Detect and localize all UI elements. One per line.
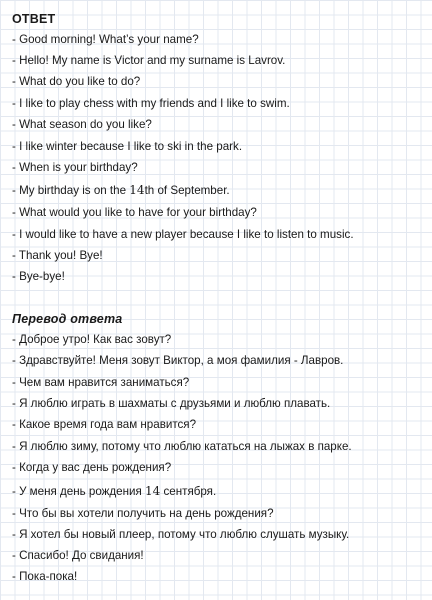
- translation-line-4: - Я люблю играть в шахматы с друзьями и люблю плавать.: [12, 397, 331, 410]
- answer-line-11: - Thank you! Bye!: [12, 249, 103, 262]
- translation-line-6: - Я люблю зиму, потому что люблю кататься на лыжах в парке.: [12, 440, 352, 453]
- answer-line-6: - I like winter because I like to ski in the park.: [12, 140, 243, 153]
- answer-line-1: - Good morning! What’s your name?: [12, 33, 199, 46]
- answer-line-3: - What do you like to do?: [12, 75, 141, 88]
- answer-line-12: - Bye-bye!: [12, 270, 65, 283]
- answer-line-8-after: th of September.: [144, 184, 230, 197]
- answer-line-7: - When is your birthday?: [12, 161, 138, 174]
- translation-line-8-before: - У меня день рождения: [12, 485, 145, 498]
- translation-line-7: - Когда у вас день рождения?: [12, 461, 172, 474]
- answer-line-4: - I like to play chess with my friends and I like to swim.: [12, 97, 290, 110]
- answer-line-8-number: 14: [129, 183, 145, 197]
- answer-line-8: [12, 183, 230, 198]
- translation-line-2: - Здравствуйте! Меня зовут Виктор, а моя фамилия - Лавров.: [12, 354, 344, 367]
- translation-line-10: - Я хотел бы новый плеер, потому что люблю слушать музыку.: [12, 528, 350, 541]
- translation-line-8: [12, 484, 216, 499]
- translation-line-12: - Пока-пока!: [12, 570, 78, 583]
- answer-line-8-before: - My birthday is on the: [12, 184, 130, 197]
- translation-line-3: - Чем вам нравится заниматься?: [12, 376, 190, 389]
- translation-line-11: - Спасибо! До свидания!: [12, 549, 144, 562]
- answer-line-10: - I would like to have a new player because I like to listen to music.: [12, 228, 354, 241]
- translation-line-8-number: 14: [144, 484, 161, 498]
- translation-line-8-after: сентября.: [160, 485, 217, 498]
- answer-heading: ОТВЕТ: [12, 12, 56, 26]
- translation-line-5: - Какое время года вам нравится?: [12, 418, 197, 431]
- translation-line-9: - Что бы вы хотели получить на день рождения?: [12, 507, 274, 520]
- answer-line-2: - Hello! My name is Victor and my surname is Lavrov.: [12, 54, 286, 67]
- answer-line-5: - What season do you like?: [12, 118, 152, 131]
- translation-heading: Перевод ответа: [12, 312, 123, 326]
- translation-line-1: - Доброе утро! Как вас зовут?: [12, 333, 172, 346]
- answer-line-9: - What would you like to have for your birthday?: [12, 206, 257, 219]
